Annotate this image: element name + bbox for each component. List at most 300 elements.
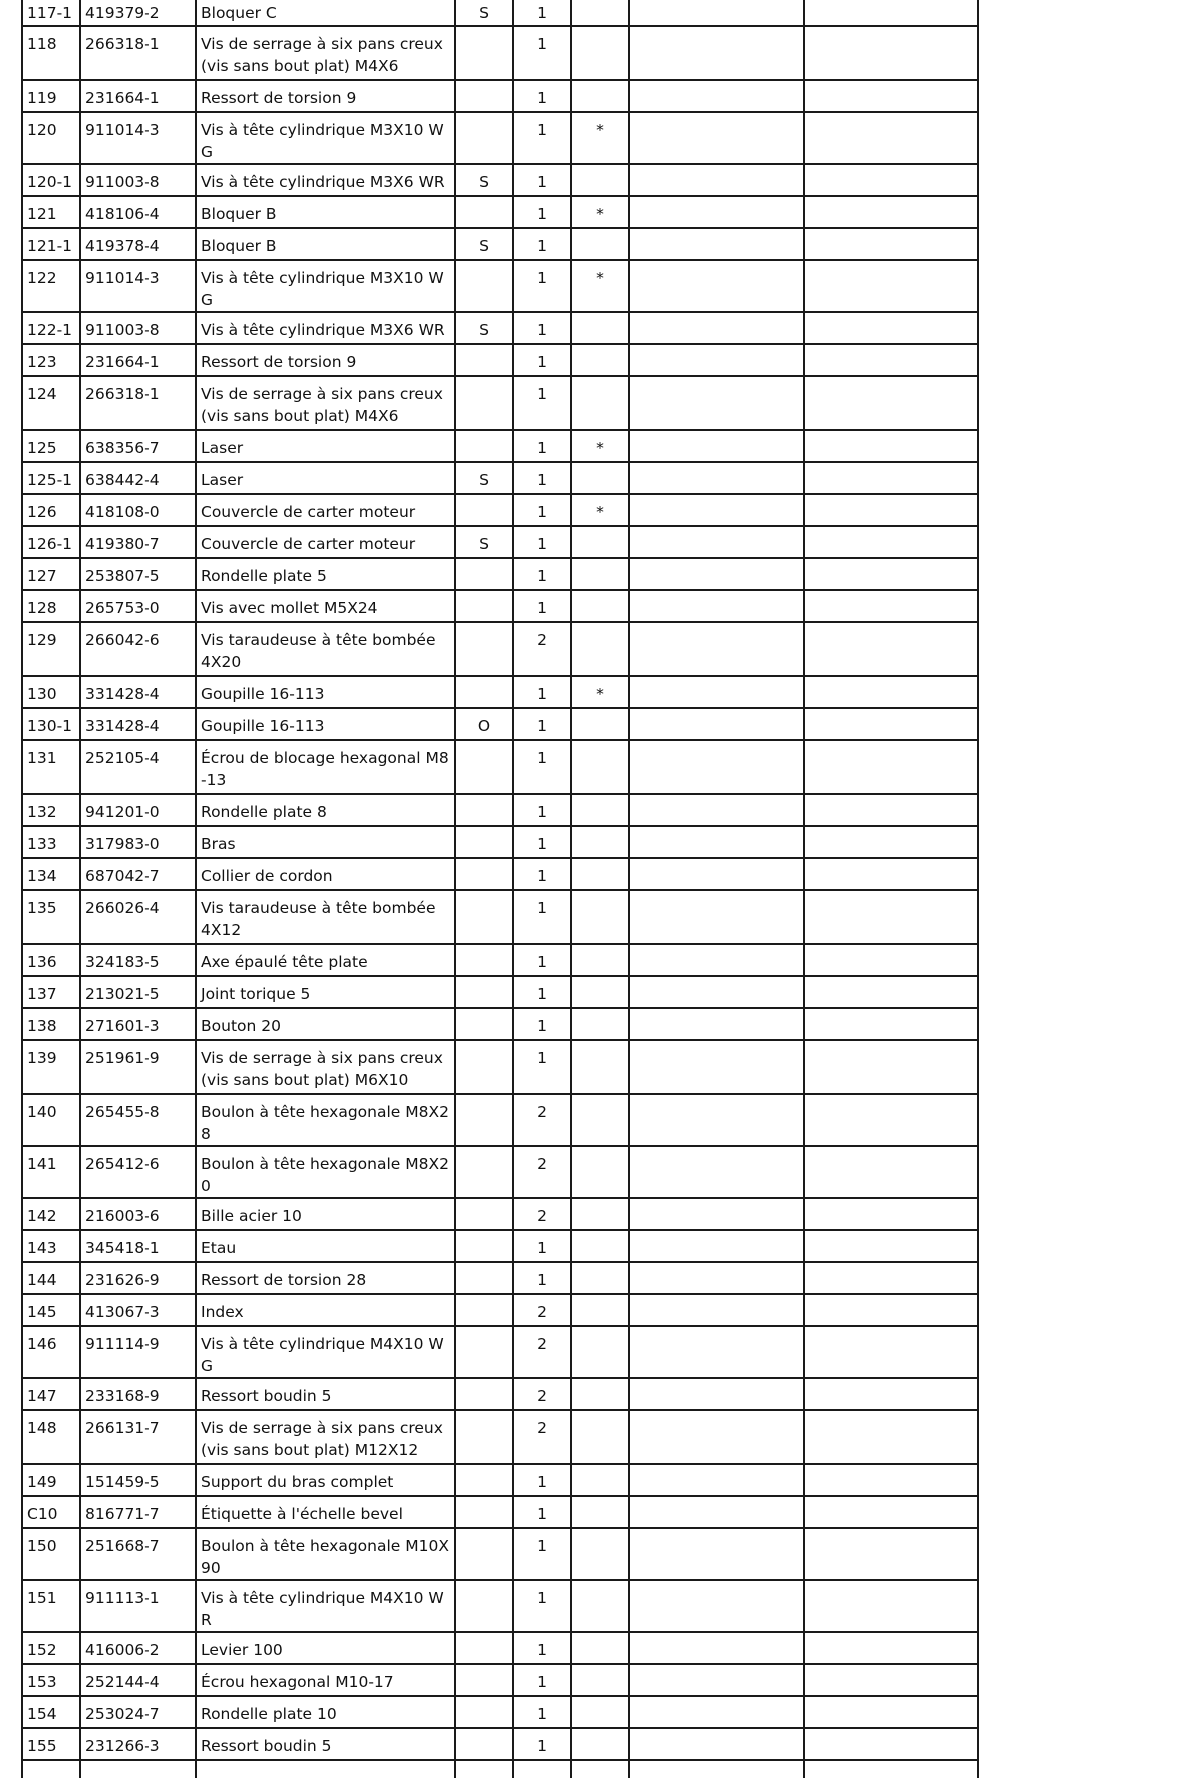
- parts-list-table: [21, 0, 979, 1778]
- table-row: [22, 1262, 978, 1294]
- table-row: [22, 944, 978, 976]
- empty-cell: [804, 1294, 978, 1326]
- table-row: [22, 344, 978, 376]
- note-cell: [571, 590, 629, 622]
- empty-cell: [629, 1008, 804, 1040]
- quantity-cell: 1: [513, 1664, 571, 1696]
- part-number-cell: 266318-1: [80, 26, 196, 80]
- part-number-cell: 265455-8: [80, 1094, 196, 1146]
- empty-cell: [804, 708, 978, 740]
- table-row-continued: [22, 1760, 978, 1778]
- description-cell: Vis taraudeuse à tête bombée 4X12: [196, 890, 455, 944]
- table-row: [22, 526, 978, 558]
- spec-cell: [455, 1094, 513, 1146]
- empty-cell: [629, 112, 804, 164]
- empty-cell: [804, 890, 978, 944]
- quantity-cell: 1: [513, 344, 571, 376]
- empty-cell: [22, 1760, 80, 1778]
- description-cell: Bloquer B: [196, 196, 455, 228]
- quantity-cell: 1: [513, 312, 571, 344]
- part-number-cell: 266131-7: [80, 1410, 196, 1464]
- note-cell: [571, 1378, 629, 1410]
- quantity-cell: 1: [513, 558, 571, 590]
- empty-cell: [629, 1378, 804, 1410]
- quantity-cell: 1: [513, 794, 571, 826]
- part-number-cell: 941201-0: [80, 794, 196, 826]
- item-number-cell: 138: [22, 1008, 80, 1040]
- table-row: [22, 1378, 978, 1410]
- empty-cell: [629, 794, 804, 826]
- description-cell: Vis à tête cylindrique M3X6 WR: [196, 164, 455, 196]
- empty-cell: [629, 858, 804, 890]
- empty-cell: [804, 976, 978, 1008]
- empty-cell: [629, 26, 804, 80]
- part-number-cell: 324183-5: [80, 944, 196, 976]
- empty-cell: [629, 1664, 804, 1696]
- note-cell: [571, 1528, 629, 1580]
- spec-cell: [455, 826, 513, 858]
- part-number-cell: 416006-2: [80, 1632, 196, 1664]
- empty-cell: [629, 1094, 804, 1146]
- note-cell: [571, 1008, 629, 1040]
- empty-cell: [629, 1632, 804, 1664]
- spec-cell: [455, 1496, 513, 1528]
- spec-cell: [455, 622, 513, 676]
- note-cell: [571, 1410, 629, 1464]
- description-cell: Levier 100: [196, 1632, 455, 1664]
- description-cell: Vis à tête cylindrique M4X10 WR: [196, 1580, 455, 1632]
- table-row: [22, 1230, 978, 1262]
- item-number-cell: 118: [22, 26, 80, 80]
- item-number-cell: 120: [22, 112, 80, 164]
- description-cell: Vis à tête cylindrique M3X10 WG: [196, 260, 455, 312]
- note-cell: [571, 1496, 629, 1528]
- empty-cell: [629, 462, 804, 494]
- part-number-cell: 418108-0: [80, 494, 196, 526]
- note-cell: [571, 708, 629, 740]
- spec-cell: [455, 1728, 513, 1760]
- empty-cell: [804, 1146, 978, 1198]
- quantity-cell: 2: [513, 1094, 571, 1146]
- empty-cell: [629, 80, 804, 112]
- empty-cell: [629, 1146, 804, 1198]
- quantity-cell: 2: [513, 1198, 571, 1230]
- table-row: [22, 494, 978, 526]
- note-cell: [571, 344, 629, 376]
- table-row: [22, 708, 978, 740]
- table-row: [22, 26, 978, 80]
- quantity-cell: 1: [513, 196, 571, 228]
- table-row: [22, 890, 978, 944]
- empty-cell: [629, 1580, 804, 1632]
- spec-cell: [455, 1294, 513, 1326]
- table-row: [22, 430, 978, 462]
- quantity-cell: 1: [513, 430, 571, 462]
- note-cell: [571, 794, 629, 826]
- spec-cell: [455, 740, 513, 794]
- table-row: [22, 1198, 978, 1230]
- empty-cell: [804, 1326, 978, 1378]
- item-number-cell: 129: [22, 622, 80, 676]
- spec-cell: [455, 890, 513, 944]
- item-number-cell: 155: [22, 1728, 80, 1760]
- description-cell: Boulon à tête hexagonale M8X20: [196, 1146, 455, 1198]
- spec-cell: S: [455, 312, 513, 344]
- part-number-cell: 216003-6: [80, 1198, 196, 1230]
- item-number-cell: 153: [22, 1664, 80, 1696]
- description-cell: Vis de serrage à six pans creux (vis sans bout plat) M6X10: [196, 1040, 455, 1094]
- description-cell: Vis de serrage à six pans creux (vis sans bout plat) M4X6: [196, 376, 455, 430]
- note-cell: [571, 526, 629, 558]
- empty-cell: [804, 558, 978, 590]
- quantity-cell: 1: [513, 0, 571, 26]
- description-cell: Écrou hexagonal M10-17: [196, 1664, 455, 1696]
- empty-cell: [629, 196, 804, 228]
- note-cell: [571, 1664, 629, 1696]
- part-number-cell: 638442-4: [80, 462, 196, 494]
- item-number-cell: 131: [22, 740, 80, 794]
- description-cell: Support du bras complet: [196, 1464, 455, 1496]
- item-number-cell: 120-1: [22, 164, 80, 196]
- spec-cell: [455, 112, 513, 164]
- empty-cell: [804, 1040, 978, 1094]
- empty-cell: [804, 26, 978, 80]
- item-number-cell: 121: [22, 196, 80, 228]
- quantity-cell: 2: [513, 1326, 571, 1378]
- empty-cell: [629, 344, 804, 376]
- empty-cell: [804, 944, 978, 976]
- part-number-cell: 345418-1: [80, 1230, 196, 1262]
- part-number-cell: 266026-4: [80, 890, 196, 944]
- empty-cell: [629, 1760, 804, 1778]
- description-cell: Ressort boudin 5: [196, 1378, 455, 1410]
- quantity-cell: 1: [513, 708, 571, 740]
- quantity-cell: 1: [513, 890, 571, 944]
- note-cell: [571, 1040, 629, 1094]
- quantity-cell: 1: [513, 1464, 571, 1496]
- item-number-cell: 125: [22, 430, 80, 462]
- quantity-cell: 2: [513, 1410, 571, 1464]
- empty-cell: [804, 344, 978, 376]
- note-cell: [571, 622, 629, 676]
- empty-cell: [804, 1094, 978, 1146]
- table-row: [22, 1008, 978, 1040]
- spec-cell: S: [455, 0, 513, 26]
- spec-cell: [455, 1696, 513, 1728]
- quantity-cell: 1: [513, 740, 571, 794]
- empty-cell: [804, 740, 978, 794]
- description-cell: Axe épaulé tête plate: [196, 944, 455, 976]
- table-row: [22, 1528, 978, 1580]
- description-cell: Écrou de blocage hexagonal M8-13: [196, 740, 455, 794]
- quantity-cell: 1: [513, 1632, 571, 1664]
- note-cell: [571, 1632, 629, 1664]
- empty-cell: [804, 494, 978, 526]
- part-number-cell: 911014-3: [80, 260, 196, 312]
- table-row: [22, 112, 978, 164]
- empty-cell: [804, 590, 978, 622]
- empty-cell: [629, 740, 804, 794]
- item-number-cell: C10: [22, 1496, 80, 1528]
- empty-cell: [804, 1464, 978, 1496]
- description-cell: Collier de cordon: [196, 858, 455, 890]
- item-number-cell: 127: [22, 558, 80, 590]
- description-cell: Joint torique 5: [196, 976, 455, 1008]
- table-row: [22, 1664, 978, 1696]
- item-number-cell: 135: [22, 890, 80, 944]
- empty-cell: [804, 260, 978, 312]
- part-number-cell: 911114-9: [80, 1326, 196, 1378]
- note-cell: [571, 228, 629, 260]
- empty-cell: [804, 462, 978, 494]
- empty-cell: [804, 1664, 978, 1696]
- part-number-cell: 638356-7: [80, 430, 196, 462]
- empty-cell: [804, 112, 978, 164]
- quantity-cell: 1: [513, 944, 571, 976]
- table-row: [22, 1496, 978, 1528]
- spec-cell: S: [455, 526, 513, 558]
- quantity-cell: 1: [513, 462, 571, 494]
- spec-cell: [455, 1378, 513, 1410]
- quantity-cell: 2: [513, 1378, 571, 1410]
- empty-cell: [629, 976, 804, 1008]
- description-cell: Etau: [196, 1230, 455, 1262]
- table-row: [22, 376, 978, 430]
- spec-cell: [455, 1198, 513, 1230]
- part-number-cell: 231664-1: [80, 344, 196, 376]
- spec-cell: [455, 1146, 513, 1198]
- note-cell: [571, 1146, 629, 1198]
- empty-cell: [629, 1198, 804, 1230]
- item-number-cell: 130-1: [22, 708, 80, 740]
- description-cell: Rondelle plate 5: [196, 558, 455, 590]
- table-row: [22, 1146, 978, 1198]
- quantity-cell: 2: [513, 1146, 571, 1198]
- description-cell: Rondelle plate 8: [196, 794, 455, 826]
- spec-cell: [455, 80, 513, 112]
- part-number-cell: 233168-9: [80, 1378, 196, 1410]
- spec-cell: [455, 430, 513, 462]
- note-cell: [571, 740, 629, 794]
- part-number-cell: 418106-4: [80, 196, 196, 228]
- part-number-cell: 231626-9: [80, 1262, 196, 1294]
- empty-cell: [629, 260, 804, 312]
- quantity-cell: 1: [513, 376, 571, 430]
- spec-cell: [455, 1008, 513, 1040]
- note-cell: [571, 1326, 629, 1378]
- table-row: [22, 1632, 978, 1664]
- spec-cell: [455, 1262, 513, 1294]
- part-number-cell: 419378-4: [80, 228, 196, 260]
- empty-cell: [629, 1528, 804, 1580]
- empty-cell: [629, 590, 804, 622]
- quantity-cell: 1: [513, 1696, 571, 1728]
- empty-cell: [629, 1696, 804, 1728]
- empty-cell: [804, 80, 978, 112]
- note-cell: [571, 1580, 629, 1632]
- part-number-cell: 251961-9: [80, 1040, 196, 1094]
- item-number-cell: 126: [22, 494, 80, 526]
- description-cell: Laser: [196, 430, 455, 462]
- item-number-cell: 136: [22, 944, 80, 976]
- empty-cell: [629, 1496, 804, 1528]
- item-number-cell: 145: [22, 1294, 80, 1326]
- note-cell: *: [571, 676, 629, 708]
- spec-cell: S: [455, 164, 513, 196]
- empty-cell: [804, 228, 978, 260]
- description-cell: Vis de serrage à six pans creux (vis sans bout plat) M4X6: [196, 26, 455, 80]
- spec-cell: [455, 196, 513, 228]
- parts-table-body: [22, 0, 978, 1778]
- empty-cell: [629, 1230, 804, 1262]
- empty-cell: [804, 1696, 978, 1728]
- part-number-cell: 151459-5: [80, 1464, 196, 1496]
- empty-cell: [629, 376, 804, 430]
- empty-cell: [629, 622, 804, 676]
- item-number-cell: 146: [22, 1326, 80, 1378]
- spec-cell: [455, 794, 513, 826]
- note-cell: [571, 858, 629, 890]
- note-cell: [571, 1262, 629, 1294]
- description-cell: Vis à tête cylindrique M3X6 WR: [196, 312, 455, 344]
- empty-cell: [629, 708, 804, 740]
- empty-cell: [804, 1198, 978, 1230]
- part-number-cell: 419379-2: [80, 0, 196, 26]
- description-cell: Boulon à tête hexagonale M10X90: [196, 1528, 455, 1580]
- empty-cell: [804, 312, 978, 344]
- part-number-cell: 252105-4: [80, 740, 196, 794]
- spec-cell: [455, 1632, 513, 1664]
- note-cell: [571, 164, 629, 196]
- empty-cell: [629, 890, 804, 944]
- quantity-cell: 2: [513, 1294, 571, 1326]
- item-number-cell: 117-1: [22, 0, 80, 26]
- empty-cell: [629, 1040, 804, 1094]
- item-number-cell: 133: [22, 826, 80, 858]
- quantity-cell: 1: [513, 676, 571, 708]
- item-number-cell: 151: [22, 1580, 80, 1632]
- table-row: [22, 1326, 978, 1378]
- item-number-cell: 152: [22, 1632, 80, 1664]
- empty-cell: [629, 944, 804, 976]
- empty-cell: [629, 430, 804, 462]
- description-cell: Boulon à tête hexagonale M8X28: [196, 1094, 455, 1146]
- note-cell: [571, 376, 629, 430]
- item-number-cell: 124: [22, 376, 80, 430]
- part-number-cell: 271601-3: [80, 1008, 196, 1040]
- spec-cell: [455, 344, 513, 376]
- item-number-cell: 137: [22, 976, 80, 1008]
- table-row: [22, 590, 978, 622]
- item-number-cell: 122-1: [22, 312, 80, 344]
- item-number-cell: 132: [22, 794, 80, 826]
- description-cell: Ressort de torsion 28: [196, 1262, 455, 1294]
- note-cell: [571, 312, 629, 344]
- note-cell: [571, 826, 629, 858]
- description-cell: Couvercle de carter moteur: [196, 494, 455, 526]
- empty-cell: [804, 1230, 978, 1262]
- spec-cell: [455, 1580, 513, 1632]
- part-number-cell: 911003-8: [80, 312, 196, 344]
- description-cell: Vis à tête cylindrique M4X10 WG: [196, 1326, 455, 1378]
- note-cell: [571, 80, 629, 112]
- empty-cell: [804, 676, 978, 708]
- empty-cell: [804, 430, 978, 462]
- item-number-cell: 125-1: [22, 462, 80, 494]
- table-row: [22, 1464, 978, 1496]
- empty-cell: [804, 196, 978, 228]
- item-number-cell: 140: [22, 1094, 80, 1146]
- description-cell: Bouton 20: [196, 1008, 455, 1040]
- spec-cell: [455, 1664, 513, 1696]
- description-cell: Bloquer B: [196, 228, 455, 260]
- item-number-cell: 139: [22, 1040, 80, 1094]
- quantity-cell: 1: [513, 858, 571, 890]
- part-number-cell: 419380-7: [80, 526, 196, 558]
- note-cell: [571, 1230, 629, 1262]
- description-cell: Goupille 16-113: [196, 676, 455, 708]
- empty-cell: [804, 858, 978, 890]
- quantity-cell: 1: [513, 826, 571, 858]
- spec-cell: [455, 26, 513, 80]
- part-number-cell: 911003-8: [80, 164, 196, 196]
- empty-cell: [804, 1632, 978, 1664]
- empty-cell: [804, 794, 978, 826]
- description-cell: Bille acier 10: [196, 1198, 455, 1230]
- empty-cell: [455, 1760, 513, 1778]
- quantity-cell: 1: [513, 1528, 571, 1580]
- description-cell: Bloquer C: [196, 0, 455, 26]
- empty-cell: [804, 1580, 978, 1632]
- table-row: [22, 1094, 978, 1146]
- table-row: [22, 676, 978, 708]
- description-cell: Ressort de torsion 9: [196, 80, 455, 112]
- item-number-cell: 148: [22, 1410, 80, 1464]
- item-number-cell: 149: [22, 1464, 80, 1496]
- empty-cell: [804, 1760, 978, 1778]
- table-row: [22, 1580, 978, 1632]
- note-cell: [571, 1094, 629, 1146]
- empty-cell: [629, 1262, 804, 1294]
- item-number-cell: 141: [22, 1146, 80, 1198]
- empty-cell: [513, 1760, 571, 1778]
- part-number-cell: 265412-6: [80, 1146, 196, 1198]
- quantity-cell: 1: [513, 164, 571, 196]
- part-number-cell: 331428-4: [80, 676, 196, 708]
- description-cell: Couvercle de carter moteur: [196, 526, 455, 558]
- description-cell: Ressort boudin 5: [196, 1728, 455, 1760]
- table-row: [22, 558, 978, 590]
- spec-cell: [455, 1326, 513, 1378]
- empty-cell: [629, 312, 804, 344]
- empty-cell: [629, 558, 804, 590]
- part-number-cell: 413067-3: [80, 1294, 196, 1326]
- empty-cell: [629, 164, 804, 196]
- empty-cell: [804, 0, 978, 26]
- note-cell: *: [571, 430, 629, 462]
- description-cell: Laser: [196, 462, 455, 494]
- note-cell: [571, 558, 629, 590]
- spec-cell: S: [455, 228, 513, 260]
- table-row: [22, 794, 978, 826]
- empty-cell: [80, 1760, 196, 1778]
- note-cell: [571, 1696, 629, 1728]
- spec-cell: [455, 590, 513, 622]
- spec-cell: [455, 976, 513, 1008]
- spec-cell: [455, 1528, 513, 1580]
- description-cell: Goupille 16-113: [196, 708, 455, 740]
- description-cell: Vis à tête cylindrique M3X10 WG: [196, 112, 455, 164]
